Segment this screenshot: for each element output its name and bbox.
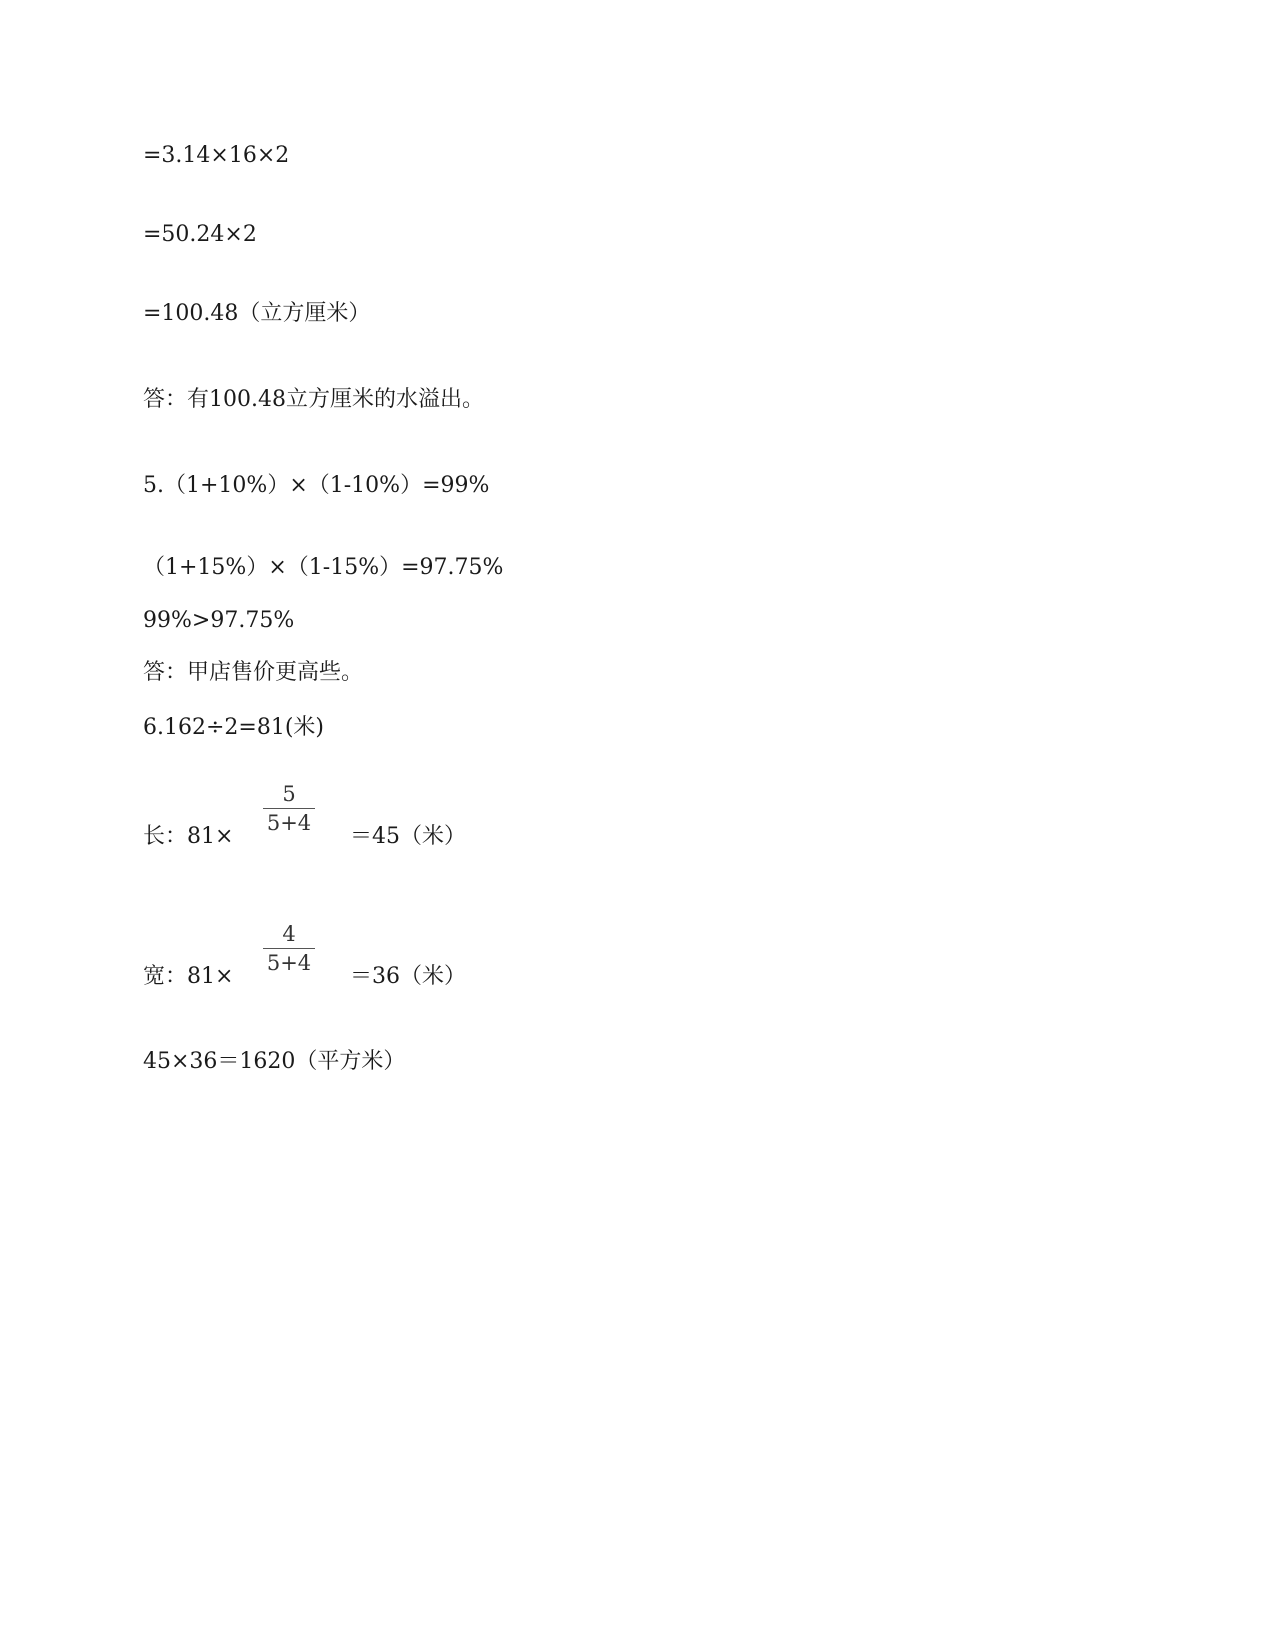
fraction-denominator: 5+4: [266, 811, 312, 835]
fraction-numerator: 5: [282, 782, 296, 806]
problem-5-line: 5.（1+10%）×（1-10%）=99%: [143, 473, 490, 498]
width-fraction: [263, 922, 315, 975]
length-calculation: [143, 782, 643, 872]
fraction-numerator: 4: [282, 922, 296, 946]
fraction-bar: [263, 948, 315, 949]
fraction-denominator: 5+4: [266, 951, 312, 975]
width-lead: 宽：81×: [143, 964, 234, 989]
calc-line-2: =50.24×2: [143, 222, 257, 247]
problem-6-line: 6.162÷2=81(米): [143, 715, 325, 740]
width-calculation: [143, 922, 643, 1012]
fraction-bar: [263, 808, 315, 809]
length-lead: 长：81×: [143, 824, 234, 849]
calc-line-1: =3.14×16×2: [143, 143, 290, 168]
calc-line-3: =100.48（立方厘米）: [143, 301, 371, 326]
width-result: ＝36（米）: [350, 964, 466, 989]
answer-line-4: 答：有100.48立方厘米的水溢出。: [143, 387, 484, 412]
length-result: ＝45（米）: [350, 824, 466, 849]
answer-line-5: 答：甲店售价更高些。: [143, 660, 364, 685]
calc-line-6: （1+15%）×（1-15%）=97.75%: [143, 555, 504, 580]
comparison-line: 99%>97.75%: [143, 608, 295, 633]
length-fraction: [263, 782, 315, 835]
area-line: 45×36＝1620（平方米）: [143, 1049, 406, 1074]
